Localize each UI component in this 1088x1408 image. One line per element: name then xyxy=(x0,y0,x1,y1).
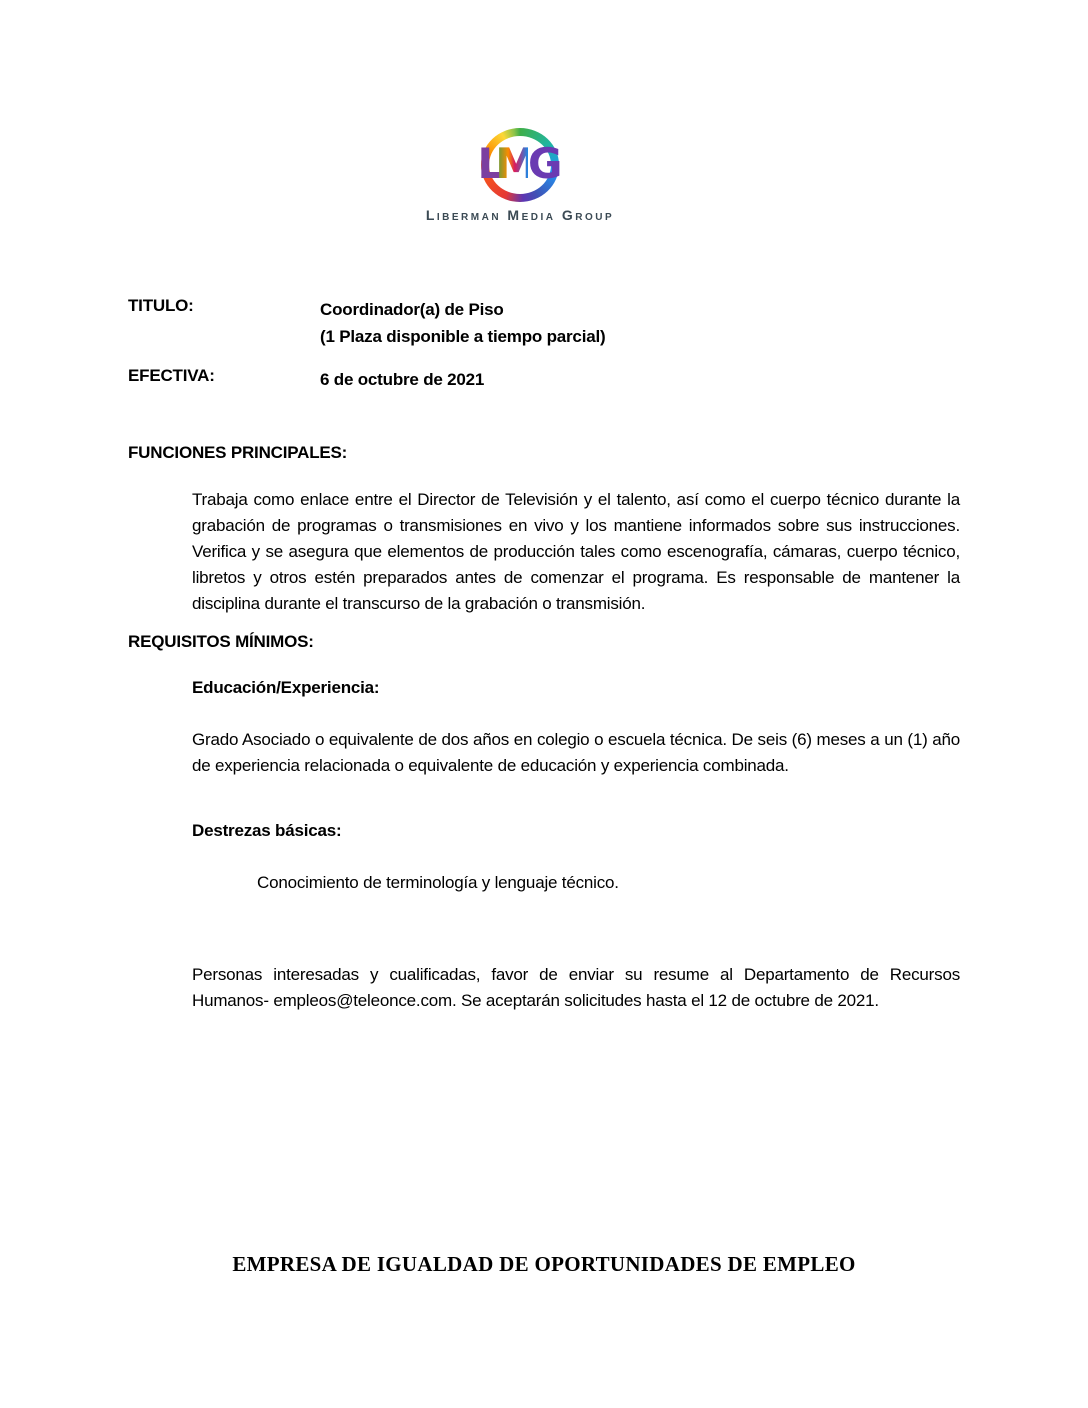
titulo-value-line1: Coordinador(a) de Piso xyxy=(320,300,504,319)
equal-opportunity-footer: EMPRESA DE IGUALDAD DE OPORTUNIDADES DE EMPLEO xyxy=(232,1252,856,1276)
titulo-label: TITULO: xyxy=(128,296,194,315)
monogram-letter-l: L xyxy=(477,139,496,188)
funciones-heading: FUNCIONES PRINCIPALES: xyxy=(128,443,348,462)
educacion-subheading: Educación/Experiencia: xyxy=(192,678,380,697)
monogram-letter-g: G xyxy=(528,139,554,188)
destrezas-body: Conocimiento de terminología y lenguaje técnico. xyxy=(257,873,619,892)
destrezas-subheading: Destrezas básicas: xyxy=(192,821,342,840)
efectiva-label: EFECTIVA: xyxy=(128,366,215,385)
requisitos-heading: REQUISITOS MÍNIMOS: xyxy=(128,632,314,651)
company-name: Liberman Media Group xyxy=(425,207,615,223)
educacion-body: Grado Asociado o equivalente de dos años en colegio o escuela técnica. De seis (6) meses a un (1) año de experiencia relacionada o equivalente de educación y experiencia combinada. xyxy=(192,730,960,775)
titulo-value-line2: (1 Plaza disponible a tiempo parcial) xyxy=(320,327,606,346)
lmg-monogram xyxy=(477,139,559,188)
contacto-body: Personas interesadas y cualificadas, favor de enviar su resume al Departamento de Recursos Humanos- empleos@teleonce.com. Se aceptarán solicitudes hasta el 12 de octubre de 2021. xyxy=(192,965,960,1010)
monogram-letter-m: M xyxy=(495,139,529,188)
lmg-logo xyxy=(420,128,620,223)
rainbow-ring-icon xyxy=(477,128,559,202)
titulo-value xyxy=(320,296,605,350)
funciones-body: Trabaja como enlace entre el Director de Televisión y el talento, así como el cuerpo técnico durante la grabación de programas o transmisiones en vivo y los mantiene informados sobre sus instrucciones. Verifica y se asegura que elementos de producción tales como escenografía, cámaras, cuerpo técnico, libretos y otros estén preparados antes de comenzar el programa. Es responsable de mantener la disciplina durante el transcurso de la grabación o transmisión. xyxy=(192,490,960,613)
efectiva-value: 6 de octubre de 2021 xyxy=(320,370,485,389)
